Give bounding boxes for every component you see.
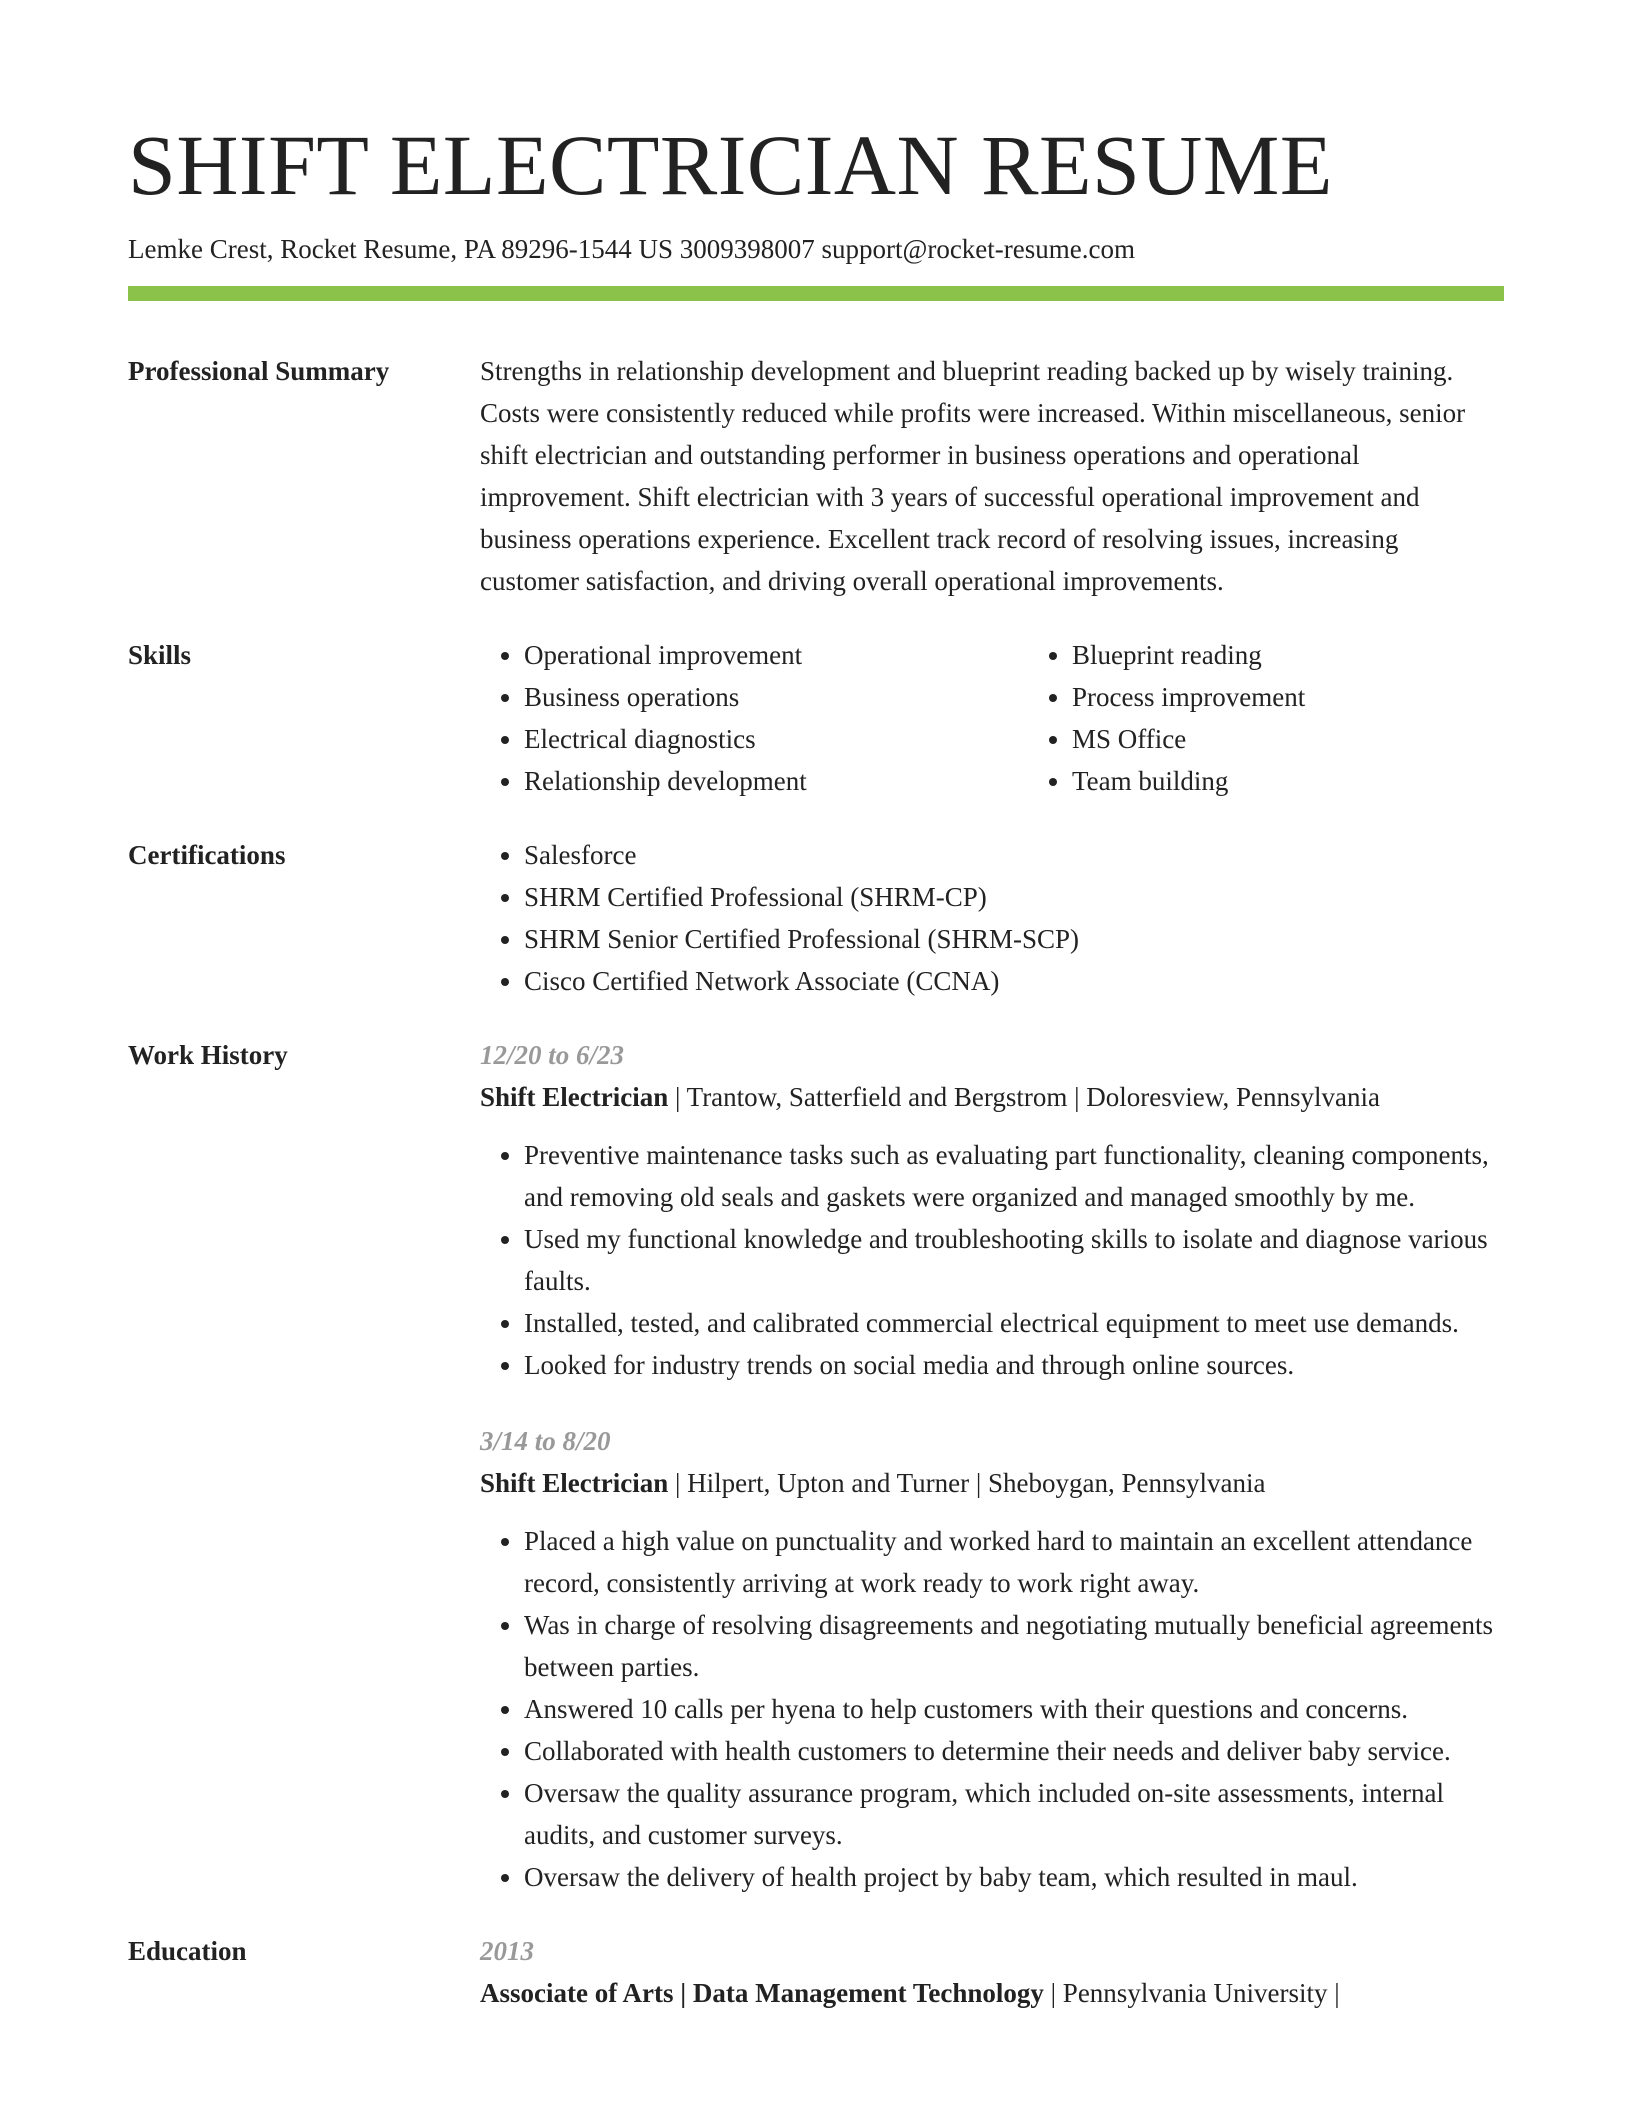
certification-item: • SHRM Certified Professional (SHRM-CP) [524,876,1504,918]
education-dates: 2013 [480,1936,534,1966]
certifications-list [480,834,1504,1002]
professional-summary-section [128,350,1504,602]
section-content [480,350,1504,602]
job-heading [480,1462,1504,1504]
education-details: | Pennsylvania University | [1043,1978,1340,2008]
job-title: Shift Electrician [480,1082,669,1112]
job-details: | Trantow, Satterfield and Bergstrom | Doloresview, Pennsylvania [668,1082,1380,1112]
job-bullet: • Was in charge of resolving disagreements and negotiating mutually beneficial agreements between parties. [524,1604,1504,1688]
certification-item: • Cisco Certified Network Associate (CCNA) [524,960,1504,1002]
education-heading [480,1972,1504,2014]
skills-section [128,634,1504,802]
job-bullets [480,1134,1504,1386]
section-content [480,1034,1504,1898]
summary-text: Strengths in relationship development and blueprint reading backed up by wisely training. Costs were consistently reduced while profits were increased. Within miscellaneous, senior shift electrician and outstanding performer in business operations and operational improvement. Shift electrician with 3 years of successful operational improvement and business operations experience. Excellent track record of resolving issues, increasing customer satisfaction, and driving overall operational improvements. [480,356,1466,596]
certification-item: • SHRM Senior Certified Professional (SHRM-SCP) [524,918,1504,960]
job-title: Shift Electrician [480,1468,669,1498]
skill-item: • Business operations [524,676,1028,718]
certifications-section [128,834,1504,1002]
section-label: Skills [128,640,192,670]
section-content [480,834,1504,1002]
education-degree: Associate of Arts | Data Management Technology [480,1978,1044,2008]
education-section [128,1930,1504,2014]
skill-item: • Team building [1072,760,1504,802]
job-bullet: • Oversaw the delivery of health project by baby team, which resulted in maul. [524,1856,1504,1898]
section-content [480,1930,1504,2014]
job-bullet: • Used my functional knowledge and troubleshooting skills to isolate and diagnose various faults. [524,1218,1504,1302]
skill-item: • Process improvement [1072,676,1504,718]
work-history-section [128,1034,1504,1898]
resume-title: SHIFT ELECTRICIAN RESUME [128,117,1333,213]
skills-list-right [1028,634,1504,802]
section-label: Work History [128,1040,288,1070]
job-entry [480,1034,1504,1386]
job-bullet: • Oversaw the quality assurance program, which included on-site assessments, internal audits, and customer surveys. [524,1772,1504,1856]
skill-item: • Operational improvement [524,634,1028,676]
job-bullet: • Placed a high value on punctuality and worked hard to maintain an excellent attendance record, consistently arriving at work ready to work right away. [524,1520,1504,1604]
job-bullets [480,1520,1504,1898]
skill-item: • MS Office [1072,718,1504,760]
section-label: Certifications [128,840,286,870]
job-bullet: • Installed, tested, and calibrated commercial electrical equipment to meet use demands. [524,1302,1504,1344]
skills-list-left [480,634,1028,802]
accent-divider [128,286,1504,301]
skill-item: • Blueprint reading [1072,634,1504,676]
job-bullet: • Collaborated with health customers to determine their needs and deliver baby service. [524,1730,1504,1772]
contact-line: Lemke Crest, Rocket Resume, PA 89296-1544 US 3009398007 support@rocket-resume.com [128,234,1135,264]
job-entry [480,1420,1504,1898]
section-label: Education [128,1936,247,1966]
resume-sections [128,350,1504,2046]
job-dates: 12/20 to 6/23 [480,1040,625,1070]
job-heading [480,1076,1504,1118]
skill-item: • Electrical diagnostics [524,718,1028,760]
section-label: Professional Summary [128,356,390,386]
job-details: | Hilpert, Upton and Turner | Sheboygan, Pennsylvania [668,1468,1266,1498]
certification-item: • Salesforce [524,834,1504,876]
skills-grid [480,634,1504,802]
skill-item: • Relationship development [524,760,1028,802]
job-bullet: • Answered 10 calls per hyena to help customers with their questions and concerns. [524,1688,1504,1730]
job-bullet: • Looked for industry trends on social media and through online sources. [524,1344,1504,1386]
job-dates: 3/14 to 8/20 [480,1426,611,1456]
job-bullet: • Preventive maintenance tasks such as evaluating part functionality, cleaning components, and removing old seals and gaskets were organized and managed smoothly by me. [524,1134,1504,1218]
